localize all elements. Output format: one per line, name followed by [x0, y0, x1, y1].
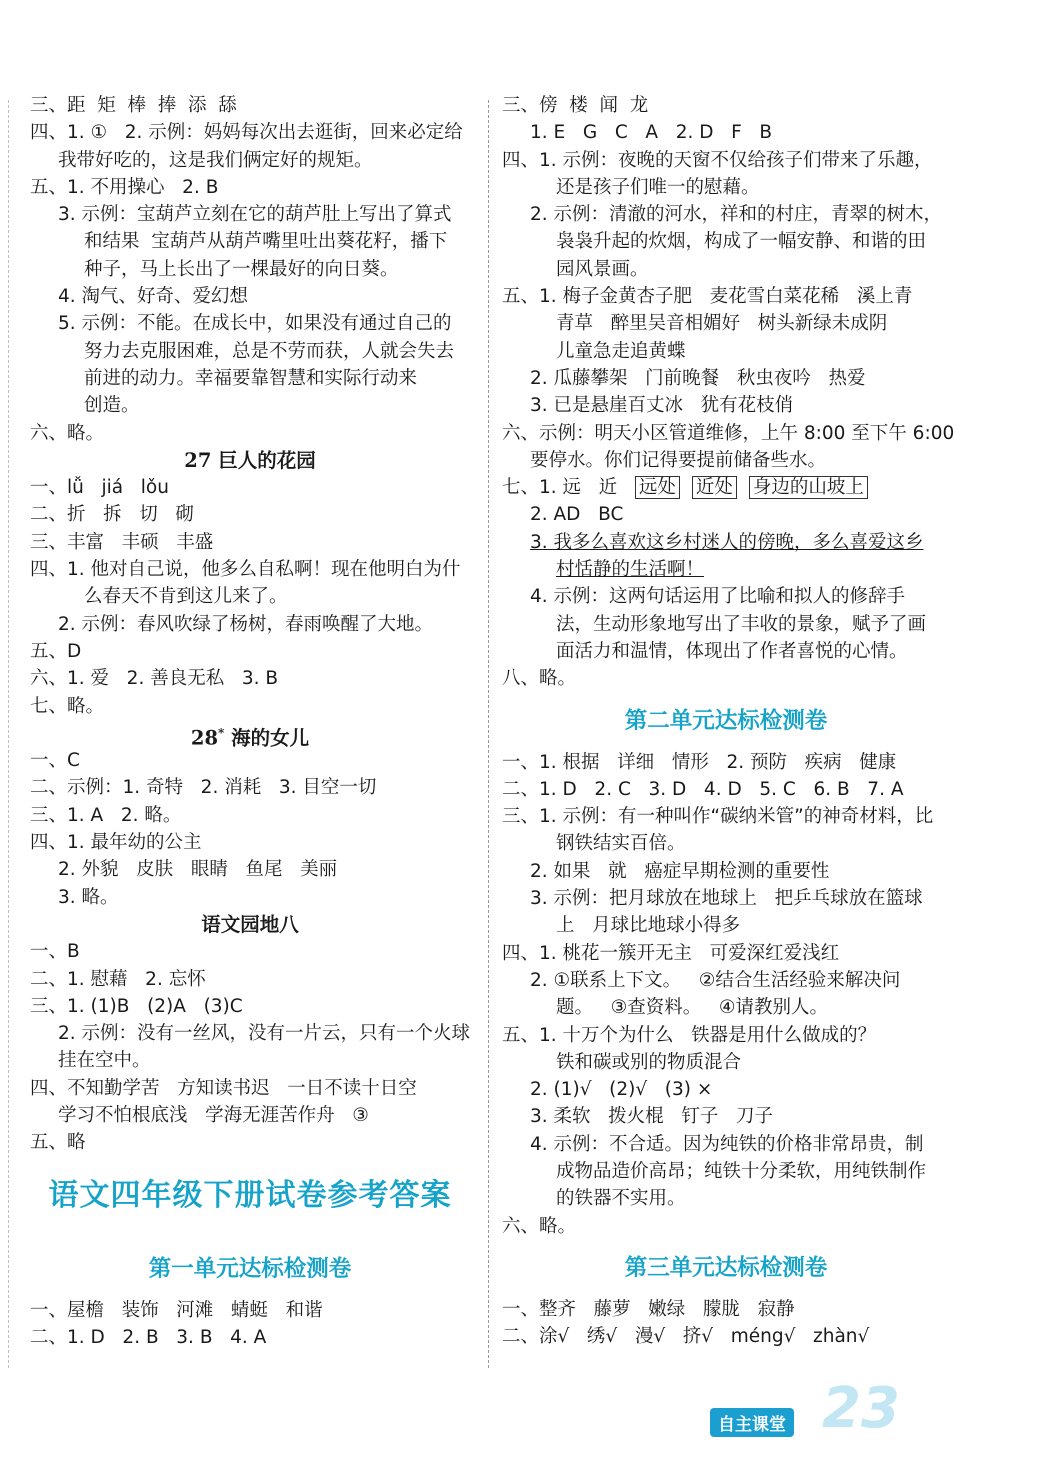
section-heading: 语文园地八 — [201, 912, 299, 936]
answer-line: 七、1. 远 近 远处 近处 身边的山坡上 — [502, 474, 950, 501]
answer-line: 法，生动形象地写出了丰收的景象，赋予了画 — [556, 613, 927, 635]
answer-line: 六、示例：明天小区管道维修，上午 8:00 至下午 6:00 — [502, 422, 955, 444]
answer-line: 3. 柔软 拨火棍 钉子 刀子 — [530, 1106, 773, 1128]
answer-line: 5. 示例：不能。在成长中，如果没有通过自己的 — [58, 313, 452, 335]
unit-heading: 第三单元达标检测卷 — [624, 1254, 828, 1281]
answer-line: 2. ①联系上下文。 ②结合生活经验来解决问 — [530, 969, 901, 991]
answer-line: 努力去克服困难，总是不劳而获，人就会失去 — [84, 340, 455, 362]
answer-line: 二、示例：1. 奇特 2. 消耗 3. 目空一切 — [30, 777, 377, 799]
answer-line: 2. (1)√ (2)√ (3) × — [530, 1079, 713, 1101]
answer-line: 四、1. 示例：夜晚的天窗不仅给孩子们带来了乐趣， — [502, 149, 933, 171]
answer-line: 学习不怕根底浅 学海无涯苦作舟 ③ — [58, 1104, 369, 1126]
answer-line: 成物品造价高昂；纯铁十分柔软，用纯铁制作 — [556, 1160, 927, 1182]
answer-line: 2. 示例：没有一丝风，没有一片云，只有一个火球 — [58, 1023, 471, 1045]
answer-line: 1. E G C A 2. D F B — [530, 122, 773, 144]
page-footer — [710, 1376, 910, 1441]
answer-line: 一、屋檐 装饰 河滩 蜻蜓 和谐 — [30, 1299, 323, 1321]
answer-line: 四、1. 桃花一簇开无主 可爱深红爱浅红 — [502, 942, 840, 964]
answer-line: 村恬静的生活啊！ — [556, 559, 705, 581]
answer-line: 七、略。 — [30, 695, 105, 717]
answer-line: 五、1. 十万个为什么 铁器是用什么做成的？ — [502, 1024, 877, 1046]
left-column — [30, 92, 470, 1351]
answer-line: 2. 如果 就 癌症早期检测的重要性 — [530, 860, 830, 882]
answer-line: 2. 示例：春风吹绿了杨树，春雨唤醒了大地。 — [58, 613, 434, 635]
answer-line: 挂在空中。 — [58, 1050, 151, 1072]
answer-line: 要停水。你们记得要提前储备些水。 — [530, 449, 827, 471]
answer-line: 三、1. (1)B (2)A (3)C — [30, 995, 243, 1017]
answer-line: 园风景画。 — [556, 258, 649, 280]
boxed-answer: 近处 — [692, 476, 737, 499]
answer-line: 3. 略。 — [58, 886, 119, 908]
column-divider — [488, 100, 489, 1368]
answer-line: 前进的动力。幸福要靠智慧和实际行动来 — [84, 367, 418, 389]
answer-line: 一、整齐 藤萝 嫩绿 朦胧 寂静 — [502, 1298, 795, 1320]
answer-line: 儿童急走追黄蝶 — [556, 340, 686, 362]
page-number: 23 — [822, 1376, 900, 1441]
main-heading: 语文四年级下册试卷参考答案 — [48, 1177, 452, 1213]
answer-line: 五、1. 梅子金黄杏子肥 麦花雪白菜花稀 溪上青 — [502, 286, 913, 308]
answer-line: 钢铁结实百倍。 — [556, 833, 686, 855]
answer-line: 么春天不肯到这儿来了。 — [84, 586, 288, 608]
answer-line: 铁和碳或别的物质混合 — [556, 1051, 742, 1073]
answer-line: 一、lǚ jiá lǒu — [30, 477, 169, 499]
answer-line: 创造。 — [84, 395, 140, 417]
answer-line: 五、1. 不用操心 2. B — [30, 176, 219, 198]
answer-line: 一、C — [30, 750, 80, 772]
answer-line: 4. 示例：不合适。因为纯铁的价格非常昂贵，制 — [530, 1133, 924, 1155]
answer-line: 我带好吃的，这是我们俩定好的规矩。 — [58, 149, 373, 171]
answer-line: 的铁器不实用。 — [556, 1188, 686, 1210]
answer-line: 一、B — [30, 941, 80, 963]
answer-line: 3. 示例：宝葫芦立刻在它的葫芦肚上写出了算式 — [58, 204, 452, 226]
answer-line: 六、略。 — [30, 422, 105, 444]
answer-line: 五、略 — [30, 1132, 86, 1154]
answer-line: 4. 示例：这两句话运用了比喻和拟人的修辞手 — [530, 586, 906, 608]
answer-line: 袅袅升起的炊烟，构成了一幅安静、和谐的田 — [556, 231, 927, 253]
answer-line: 五、D — [30, 640, 82, 662]
answer-line: 三、傍 楼 闻 龙 — [502, 95, 649, 116]
answer-line: 二、1. D 2. C 3. D 4. D 5. C 6. B 7. A — [502, 778, 904, 800]
boxed-answer: 远处 — [635, 476, 680, 499]
answer-line: 4. 淘气、好奇、爱幻想 — [58, 286, 249, 308]
answer-line: 四、1. 他对自己说，他多么自私啊！现在他明白为什 — [30, 559, 461, 581]
answer-line: 六、略。 — [502, 1215, 577, 1237]
boxed-answer: 身边的山坡上 — [749, 476, 868, 499]
answer-line: 2. AD BC — [530, 504, 624, 526]
answer-line: 二、1. 慰藉 2. 忘怀 — [30, 968, 206, 990]
unit-heading: 第一单元达标检测卷 — [148, 1255, 352, 1282]
left-edge-line — [8, 100, 9, 1368]
answer-line: 六、1. 爱 2. 善良无私 3. B — [30, 668, 279, 690]
answer-line: 二、折 拆 切 砌 — [30, 504, 194, 526]
answer-line: 四、1. 最年幼的公主 — [30, 832, 202, 854]
answer-line: 三、1. A 2. 略。 — [30, 804, 182, 826]
section-heading: 28* 海的女儿 — [190, 725, 310, 750]
answer-line: 题。 ③查资料。 ④请教别人。 — [556, 997, 828, 1019]
answer-line: 二、1. D 2. B 3. B 4. A — [30, 1326, 267, 1348]
answer-line: 和结果 宝葫芦从葫芦嘴里吐出葵花籽，播下 — [84, 231, 448, 253]
section-heading: 27 巨人的花园 — [184, 448, 316, 472]
answer-line: 2. 外貌 皮肤 眼睛 鱼尾 美丽 — [58, 859, 338, 881]
answer-line: 上 月球比地球小得多 — [556, 915, 741, 937]
answer-line: 八、略。 — [502, 668, 577, 690]
answer-line: 三、距 矩 棒 捧 添 舔 — [30, 95, 237, 116]
answer-line: 3. 已是悬崖百丈冰 犹有花枝俏 — [530, 395, 794, 417]
answer-line: 2. 瓜藤攀架 门前晚餐 秋虫夜吟 热爱 — [530, 367, 866, 389]
optional-lesson-mark: * — [218, 725, 225, 740]
right-column — [502, 92, 955, 1350]
answer-line: 四、1. ① 2. 示例：妈妈每次出去逛街，回来必定给 — [30, 122, 463, 144]
answer-line: 面活力和温情，体现出了作者喜悦的心情。 — [556, 640, 908, 662]
answer-line: 还是孩子们唯一的慰藉。 — [556, 176, 760, 198]
answer-line: 青草 醉里吴音相媚好 树头新绿未成阴 — [556, 313, 888, 335]
answer-line: 二、涂√ 绣√ 漫√ 挤√ méng√ zhàn√ — [502, 1326, 870, 1348]
answer-line: 四、不知勤学苦 方知读书迟 一日不读十日空 — [30, 1077, 417, 1099]
answer-line: 三、丰富 丰硕 丰盛 — [30, 531, 214, 553]
series-badge: 自主课堂 — [710, 1408, 794, 1437]
answer-line: 三、1. 示例：有一种叫作“碳纳米管”的神奇材料，比 — [502, 806, 934, 828]
answer-line: 种子，马上长出了一棵最好的向日葵。 — [84, 258, 399, 280]
answer-line: 一、1. 根据 详细 情形 2. 预防 疾病 健康 — [502, 751, 897, 773]
answer-line: 3. 示例：把月球放在地球上 把乒乓球放在篮球 — [530, 888, 923, 910]
answer-line: 2. 示例：清澈的河水，祥和的村庄，青翠的树木， — [530, 204, 943, 226]
answer-line: 3. 我多么喜欢这乡村迷人的傍晚，多么喜爱这乡 — [530, 531, 924, 553]
unit-heading: 第二单元达标检测卷 — [624, 707, 828, 734]
